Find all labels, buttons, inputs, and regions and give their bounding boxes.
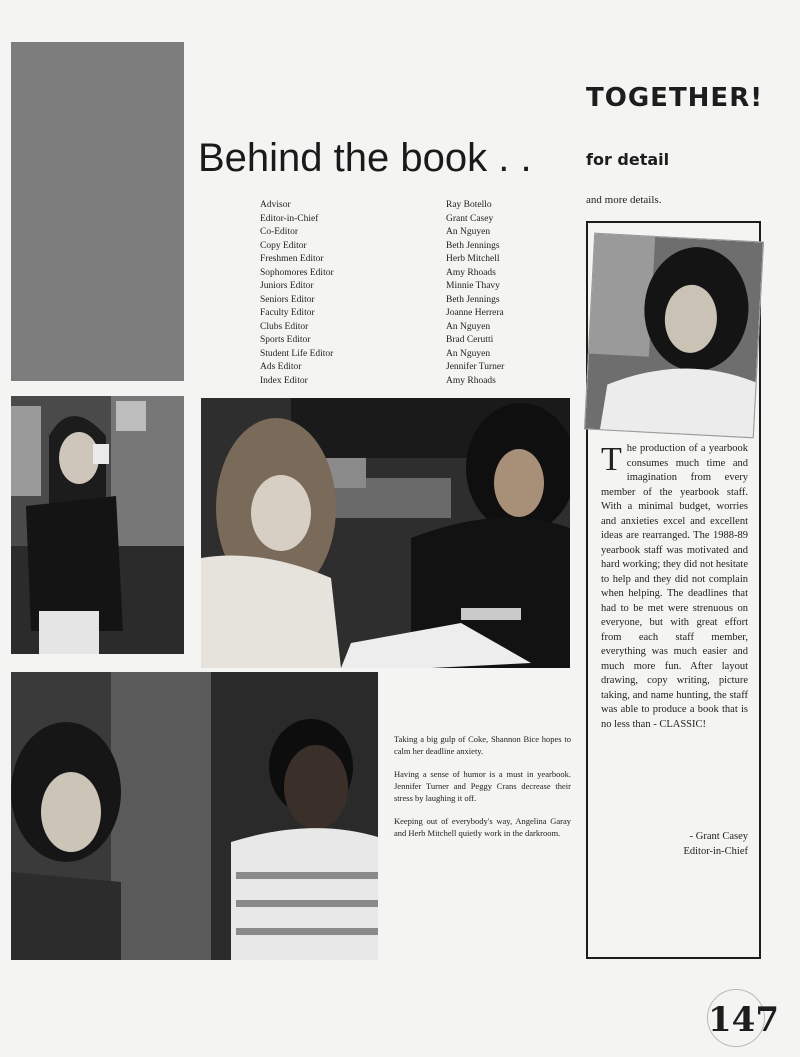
staff-role: Student Life Editor <box>260 348 334 359</box>
photo-editor-inset <box>584 233 764 439</box>
staff-name: An Nguyen <box>446 348 491 359</box>
editor-letter-body: he production of a yearbook consumes much time and imagination from every member of the yearbook staff. With a minimal budget, worries and anxieties excel and excellent ideas are rearranged. The 1988-89 yearbook staff was motivated and hard working; they did not hesitate to help and they did not complain when helping. The deadlines that had to be met were strenuous on everyone, but with great effort from each staff member, everything was much easier and much more fun. After layout drawing, copy writing, picture taking, and name hunting, the staff was able to produce a book that is no less than - CLASSIC! <box>601 443 748 730</box>
staff-row <box>260 213 560 227</box>
staff-row <box>260 307 560 321</box>
photo-girls-laughing <box>201 398 570 668</box>
staff-role: Editor-in-Chief <box>260 213 319 224</box>
gray-color-block <box>11 42 184 381</box>
staff-row <box>260 253 560 267</box>
staff-role: Freshmen Editor <box>260 254 324 264</box>
page-number: 147 <box>708 1000 779 1040</box>
staff-role: Advisor <box>260 200 291 210</box>
staff-role: Faculty Editor <box>260 308 315 318</box>
staff-row <box>260 334 560 348</box>
signature-name: - Grant Casey <box>689 831 748 842</box>
staff-name: Minnie Thavy <box>446 281 500 291</box>
staff-name: Amy Rhoads <box>446 375 496 386</box>
staff-name: Beth Jennings <box>446 294 500 305</box>
staff-row <box>260 199 560 213</box>
staff-role: Co-Editor <box>260 227 298 237</box>
photo-girl-drinking <box>11 396 184 654</box>
staff-row <box>260 361 560 375</box>
staff-name: Brad Cerutti <box>446 335 494 345</box>
staff-row <box>260 226 560 240</box>
caption-laughing: Having a sense of humor is a must in yearbook. Jennifer Turner and Peggy Crans decrease their stress by laughing it off. <box>394 769 571 803</box>
staff-row <box>260 280 560 294</box>
caption-darkroom: Keeping out of everybody's way, Angelina Garay and Herb Mitchell quietly work in the darkroom. <box>394 816 571 838</box>
photo-darkroom <box>11 672 378 960</box>
together-heading: TOGETHER! <box>586 83 764 113</box>
signature-title: Editor-in-Chief <box>683 845 748 857</box>
subtitle-more-details: and more details. <box>586 194 662 206</box>
staff-row <box>260 348 560 362</box>
staff-name: Beth Jennings <box>446 240 500 251</box>
staff-role: Ads Editor <box>260 362 302 372</box>
staff-list <box>260 199 560 388</box>
photo-captions <box>394 733 571 850</box>
staff-role: Index Editor <box>260 375 308 386</box>
staff-role: Sophomores Editor <box>260 267 334 278</box>
subtitle-for-detail: for detail <box>586 150 670 169</box>
caption-drinking: Taking a big gulp of Coke, Shannon Bice hopes to calm her deadline anxiety. <box>394 734 571 756</box>
staff-row <box>260 294 560 308</box>
staff-row <box>260 267 560 281</box>
staff-name: Grant Casey <box>446 213 494 224</box>
staff-row <box>260 240 560 254</box>
staff-name: Jennifer Turner <box>446 362 505 372</box>
staff-role: Sports Editor <box>260 335 311 345</box>
editor-signature <box>601 830 748 859</box>
dropcap-letter: T <box>601 441 622 478</box>
staff-name: Amy Rhoads <box>446 267 496 278</box>
staff-name: Joanne Herrera <box>446 308 504 318</box>
staff-role: Clubs Editor <box>260 321 309 332</box>
editor-letter <box>601 442 748 732</box>
staff-row <box>260 375 560 389</box>
staff-name: An Nguyen <box>446 321 491 332</box>
page-title: Behind the book . . <box>198 136 532 180</box>
staff-row <box>260 321 560 335</box>
staff-name: An Nguyen <box>446 227 491 237</box>
staff-name: Herb Mitchell <box>446 254 500 264</box>
staff-name: Ray Botello <box>446 200 492 210</box>
staff-role: Seniors Editor <box>260 294 315 305</box>
staff-role: Juniors Editor <box>260 281 314 291</box>
staff-role: Copy Editor <box>260 240 307 251</box>
